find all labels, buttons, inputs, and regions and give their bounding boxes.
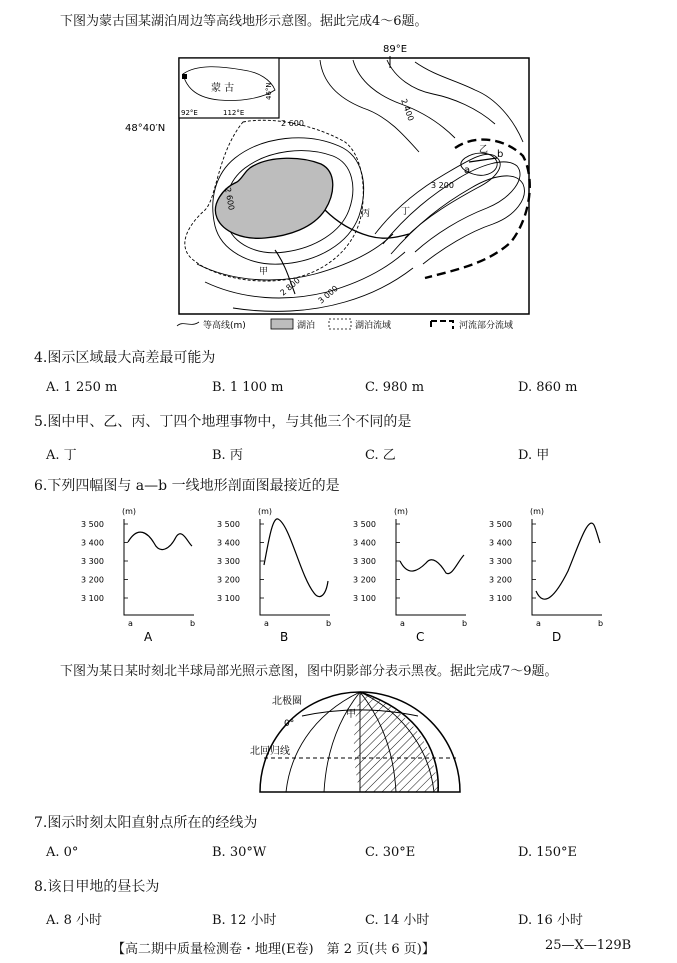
y-tick-label: 3 100 — [81, 594, 104, 603]
point-jia: 甲 — [346, 709, 356, 720]
legend-basin: 湖泊流域 — [355, 321, 392, 331]
contour-label-3200: 3 200 — [431, 181, 454, 190]
q7-option-c[interactable]: C. 30°E — [365, 845, 416, 860]
y-tick-label: 3 500 — [217, 520, 240, 529]
point-b: b — [497, 149, 504, 160]
lon-label: 89°E — [383, 44, 408, 55]
profile-option-label[interactable]: D — [552, 630, 562, 644]
y-unit: (m) — [394, 507, 409, 516]
profile-option-label[interactable]: A — [144, 630, 153, 644]
q4-option-d[interactable]: D. 860 m — [518, 380, 578, 395]
intro-text-1: 下图为蒙古国某湖泊周边等高线地形示意图。据此完成4～6题。 — [60, 14, 428, 29]
legend-river-basin: 河流部分流域 — [459, 321, 514, 331]
profile-option-label[interactable]: B — [280, 630, 289, 644]
legend-lake: 湖泊 — [297, 321, 316, 331]
y-tick-label: 3 500 — [353, 520, 376, 529]
inset-lon-right: 112°E — [223, 109, 245, 117]
y-tick-label: 3 400 — [217, 538, 240, 548]
q8-option-b[interactable]: B. 12 小时 — [212, 913, 277, 928]
place-jia: 甲 — [259, 267, 269, 277]
inset-lon-left: 92°E — [181, 109, 198, 117]
x-label: a — [128, 619, 133, 628]
y-unit: (m) — [122, 507, 137, 516]
question-5: 5.图中甲、乙、丙、丁四个地理事物中，与其他三个不同的是 — [34, 414, 412, 430]
profile-b — [217, 507, 331, 644]
profile-curve — [128, 532, 192, 549]
question-6: 6.下列四幅图与 a—b 一线地形剖面图最接近的是 — [34, 478, 340, 494]
x-label: b — [598, 619, 604, 628]
x-label: b — [190, 619, 196, 628]
q5-option-d[interactable]: D. 甲 — [518, 448, 550, 463]
profile-c — [353, 507, 467, 644]
y-tick-label: 3 100 — [353, 594, 376, 603]
profile-curve — [400, 555, 464, 574]
map-legend — [177, 319, 513, 331]
arctic-label: 北极圈 — [272, 696, 302, 707]
contour-label-2600b: 2 600 — [223, 186, 236, 211]
y-unit: (m) — [530, 507, 545, 516]
y-tick-label: 3 400 — [353, 538, 376, 548]
q4-option-c[interactable]: C. 980 m — [365, 380, 425, 395]
inset-country: 蒙 古 — [211, 83, 235, 94]
profile-option-label[interactable]: C — [416, 630, 425, 644]
y-tick-label: 3 300 — [81, 557, 104, 566]
y-tick-label: 3 300 — [489, 557, 512, 566]
y-tick-label: 3 400 — [489, 538, 512, 548]
question-8: 8.该日甲地的昼长为 — [34, 879, 160, 895]
y-tick-label: 3 100 — [217, 594, 240, 603]
q8-option-d[interactable]: D. 16 小时 — [518, 913, 583, 928]
y-tick-label: 3 500 — [81, 520, 104, 529]
x-label: b — [326, 619, 332, 628]
inset-lat: 46°N — [265, 82, 273, 100]
footer-code: 25—X—129B — [545, 938, 632, 953]
lat-label: 48°40′N — [125, 123, 166, 134]
y-tick-label: 3 200 — [489, 575, 512, 585]
q7-option-a[interactable]: A. 0° — [46, 845, 79, 860]
q8-option-c[interactable]: C. 14 小时 — [365, 913, 430, 928]
globe-diagram — [250, 686, 470, 798]
x-label: a — [264, 619, 269, 628]
place-ding: 丁 — [401, 207, 411, 217]
y-tick-label: 3 400 — [81, 538, 104, 548]
profile-charts — [78, 505, 618, 645]
point-a: a — [464, 165, 471, 176]
intro-text-2: 下图为某日某时刻北半球局部光照示意图，图中阴影部分表示黑夜。据此完成7～9题。 — [60, 664, 558, 679]
question-7: 7.图示时刻太阳直射点所在的经线为 — [34, 815, 258, 831]
x-label: a — [536, 619, 541, 628]
q5-option-b[interactable]: B. 丙 — [212, 448, 243, 463]
x-label: a — [400, 619, 405, 628]
night-area — [354, 692, 438, 792]
place-yi: 乙 — [479, 145, 489, 155]
q7-option-b[interactable]: B. 30°W — [212, 845, 267, 860]
y-tick-label: 3 100 — [489, 594, 512, 603]
q7-option-d[interactable]: D. 150°E — [518, 845, 578, 860]
question-4: 4.图示区域最大高差最可能为 — [34, 350, 216, 366]
place-bing: 丙 — [361, 209, 371, 219]
q8-option-a[interactable]: A. 8 小时 — [46, 913, 103, 928]
profile-a — [81, 507, 195, 644]
tropic-label: 北回归线 — [250, 746, 290, 757]
y-tick-label: 3 200 — [81, 575, 104, 585]
zero-meridian-label: 0° — [284, 719, 295, 729]
legend-contour: 等高线(m) — [203, 321, 246, 331]
y-unit: (m) — [258, 507, 273, 516]
profile-curve — [536, 523, 600, 599]
y-tick-label: 3 500 — [489, 520, 512, 529]
q4-option-a[interactable]: A. 1 250 m — [46, 380, 118, 395]
q5-option-c[interactable]: C. 乙 — [365, 448, 396, 463]
y-tick-label: 3 200 — [217, 575, 240, 585]
y-tick-label: 3 200 — [353, 575, 376, 585]
profile-d — [489, 507, 603, 644]
q4-option-b[interactable]: B. 1 100 m — [212, 380, 284, 395]
contour-label-2800: 2 800 — [278, 275, 302, 298]
contour-map — [125, 38, 565, 338]
q5-option-a[interactable]: A. 丁 — [46, 448, 77, 463]
y-tick-label: 3 300 — [353, 557, 376, 566]
contour-label-3000: 3 000 — [316, 283, 340, 306]
profile-curve — [264, 519, 328, 597]
x-label: b — [462, 619, 468, 628]
contour-label-2400: 2 400 — [399, 97, 416, 123]
axes — [124, 519, 194, 615]
axes — [532, 519, 602, 615]
y-tick-label: 3 300 — [217, 557, 240, 566]
footer-title: 【高二期中质量检测卷・地理(E卷) 第 2 页(共 6 页)】 — [112, 942, 435, 957]
contour-label-2600a: 2 600 — [281, 119, 304, 128]
